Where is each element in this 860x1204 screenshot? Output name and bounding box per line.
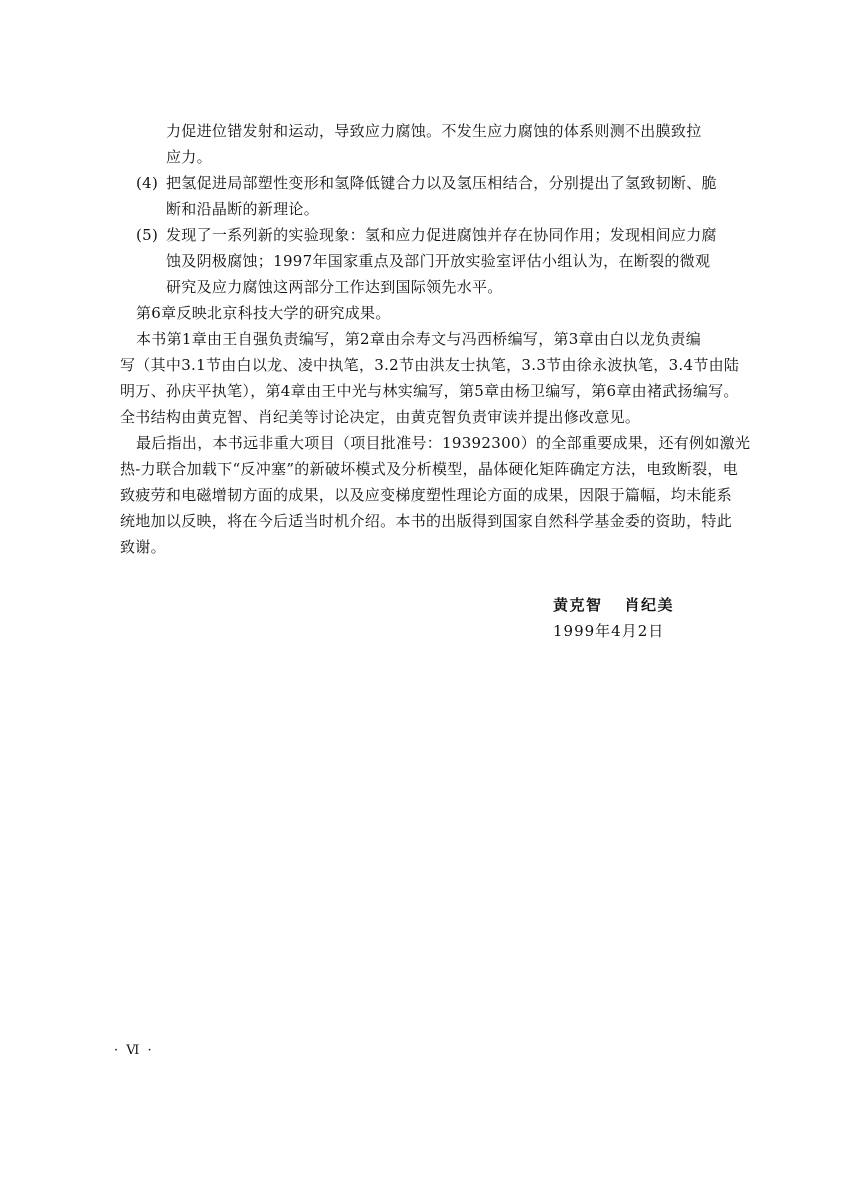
- closing-paragraph: [120, 430, 751, 560]
- page-number: · Ⅵ ·: [114, 1043, 154, 1058]
- author-name: 肖纪美: [624, 596, 675, 614]
- text-line: 第6章反映北京科技大学的研究成果。: [136, 304, 391, 322]
- list-item-5: [136, 222, 717, 300]
- text-line: 致疲劳和电磁增韧方面的成果，以及应变梯度塑性理论方面的成果，因限于篇幅，均未能系: [120, 486, 733, 504]
- text-line: 应力。: [166, 148, 212, 166]
- signature: [553, 594, 674, 615]
- chapter6-paragraph: [136, 300, 391, 326]
- list-item-4: [136, 170, 717, 222]
- list-marker: (5): [136, 226, 159, 244]
- list-marker: (4): [136, 174, 159, 192]
- text-line: 本书第1章由王自强负责编写，第2章由佘寿文与冯西桥编写，第3章由白以龙负责编: [136, 330, 702, 348]
- signature-date: 1999年4月2日: [553, 622, 665, 640]
- text-line: 把氢促进局部塑性变形和氢降低键合力以及氢压相结合，分别提出了氢致韧断、脆: [166, 174, 717, 192]
- text-line: 力促进位错发射和运动，导致应力腐蚀。不发生应力腐蚀的体系则测不出膜致拉: [166, 122, 702, 140]
- text-line: 发现了一系列新的实验现象：氢和应力促进腐蚀并存在协同作用；发现相间应力腐: [166, 226, 717, 244]
- text-line: 统地加以反映，将在今后适当时机介绍。本书的出版得到国家自然科学基金委的资助，特此: [120, 512, 733, 530]
- text-line: 热-力联合加载下“反冲塞”的新破坏模式及分析模型，晶体硬化矩阵确定方法，电致断裂，电: [120, 460, 739, 478]
- authors-paragraph: [120, 326, 740, 430]
- text-line: 研究及应力腐蚀这两部分工作达到国际领先水平。: [166, 278, 503, 296]
- text-line: 明万、孙庆平执笔），第4章由王中光与林实编写，第5章由杨卫编写，第6章由褚武扬编写。: [120, 382, 739, 400]
- text-line: 最后指出，本书远非重大项目（项目批准号：19392300）的全部重要成果，还有例如激光: [136, 434, 751, 452]
- text-line: 致谢。: [120, 538, 166, 556]
- text-line: 蚀及阴极腐蚀；1997年国家重点及部门开放实验室评估小组认为，在断裂的微观: [166, 252, 711, 270]
- text-line: 写（其中3.1节由白以龙、凌中执笔，3.2节由洪友士执笔，3.3节由徐永波执笔，3.4节由陆: [120, 356, 740, 374]
- text-line: 全书结构由黄克智、肖纪美等讨论决定，由黄克智负责审读并提出修改意见。: [120, 408, 641, 426]
- text-line: 断和沿晶断的新理论。: [166, 200, 320, 218]
- continuation-paragraph: [166, 118, 702, 170]
- author-name: 黄克智: [553, 596, 603, 614]
